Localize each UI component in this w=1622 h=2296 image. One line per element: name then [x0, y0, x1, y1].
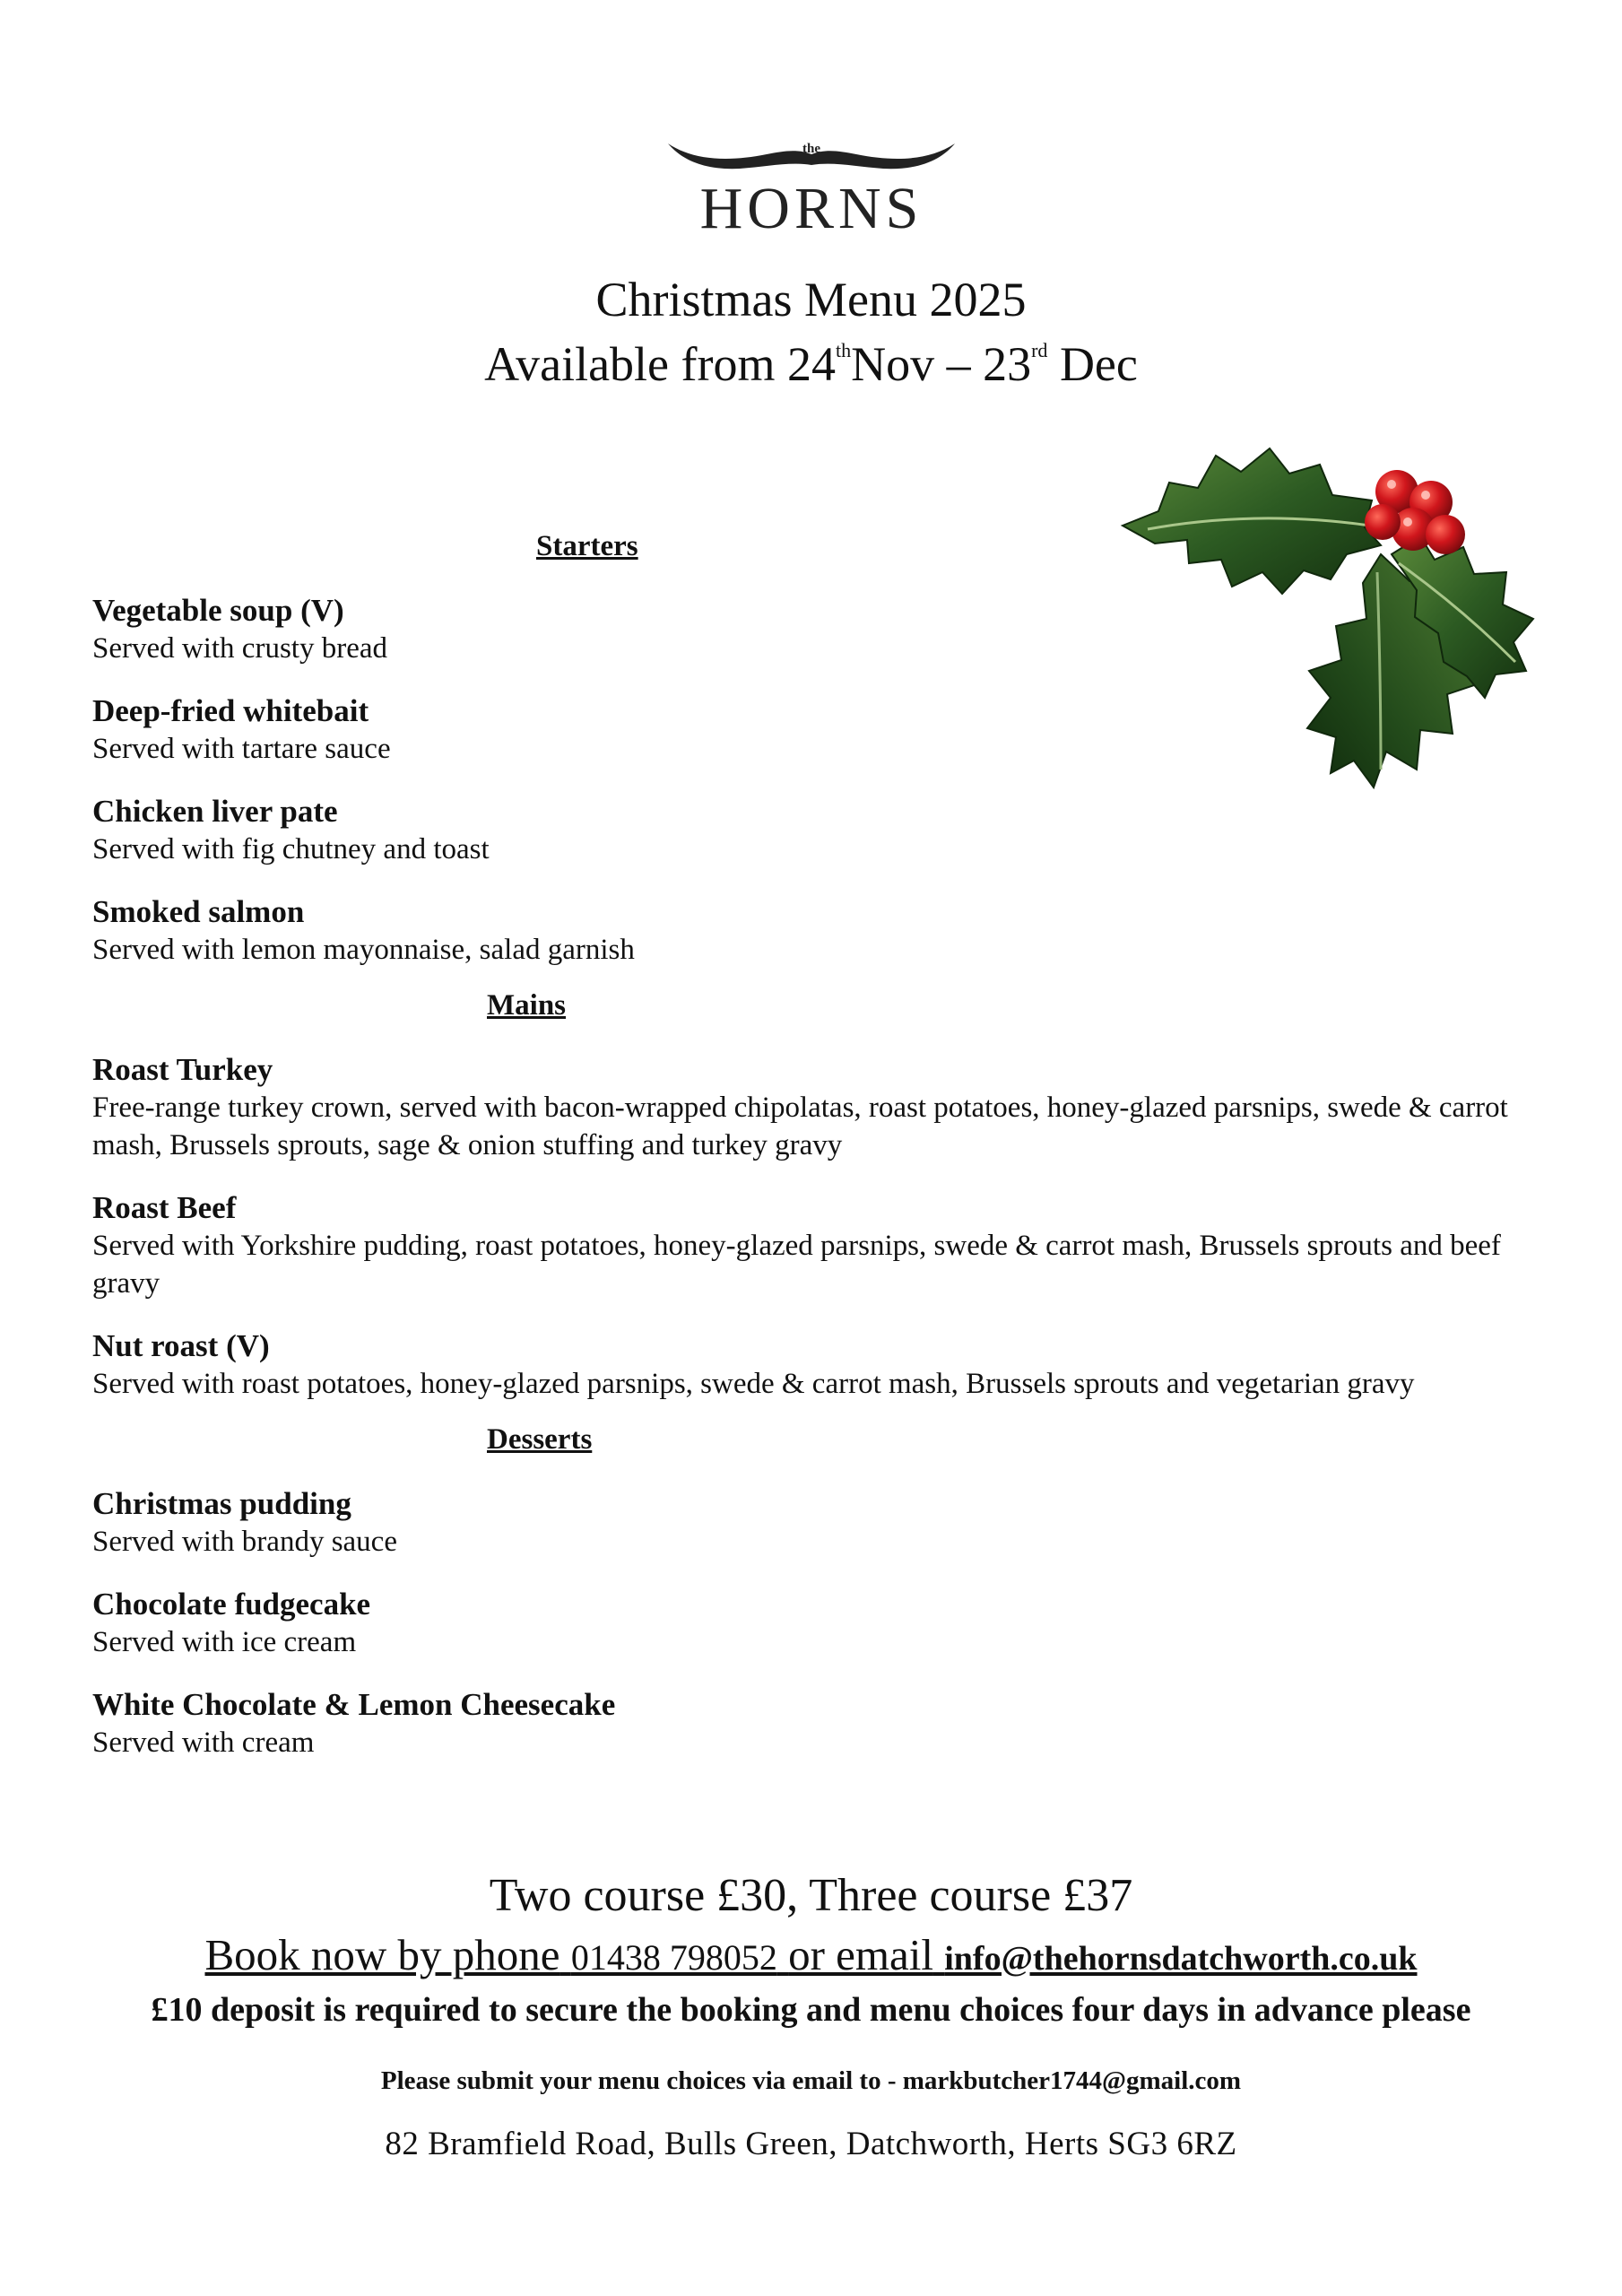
booking-email-link[interactable]: info@thehornsdatchworth.co.uk: [944, 1940, 1418, 1978]
menu-heading: [0, 267, 1622, 396]
dish-item: [92, 1189, 1545, 1302]
address: 82 Bramfield Road, Bulls Green, Datchworth, Herts SG3 6RZ: [385, 2126, 1237, 2162]
desserts-section: [92, 1421, 1545, 1761]
booking-prefix: Book now by phone: [204, 1930, 560, 1979]
dish-item: [92, 1327, 1545, 1403]
horns-moustache-icon: [650, 135, 973, 239]
dish-item: [92, 1485, 1545, 1561]
price-line: Two course £30, Three course £37: [489, 1870, 1133, 1921]
dish-description: Served with roast potatoes, honey-glazed parsnips, swede & carrot mash, Brussels sprouts and vegetarian gravy: [92, 1368, 1415, 1400]
dish-description: Served with brandy sauce: [92, 1526, 397, 1558]
dish-description: Served with Yorkshire pudding, roast potatoes, honey-glazed parsnips, swede & carrot mash, Brussels sprouts and beef gravy: [92, 1230, 1501, 1300]
logo: [0, 135, 1622, 239]
dish-name: Roast Turkey: [92, 1052, 273, 1087]
dish-description: Served with cream: [92, 1726, 315, 1759]
dish-item: [92, 793, 1545, 868]
end-date-suffix: rd: [1031, 339, 1048, 361]
logo-name-text: HORNS: [699, 176, 923, 239]
dish-item: [92, 1686, 1545, 1761]
dish-name: Chicken liver pate: [92, 794, 338, 829]
dish-name: Christmas pudding: [92, 1486, 351, 1521]
dish-name: Vegetable soup (V): [92, 593, 344, 628]
availability-middle: Nov – 23: [851, 337, 1032, 391]
dish-description: Served with ice cream: [92, 1626, 357, 1658]
dish-item: [92, 692, 1545, 768]
menu-title: Christmas Menu 2025: [595, 273, 1027, 326]
availability-prefix: Available from 24: [484, 337, 836, 391]
dish-name: Nut roast (V): [92, 1328, 270, 1363]
dish-name: Smoked salmon: [92, 894, 305, 929]
dish-name: Roast Beef: [92, 1190, 237, 1225]
booking-or: or email: [788, 1930, 933, 1979]
section-title-mains: Mains: [487, 989, 567, 1022]
deposit-note: £10 deposit is required to secure the booking and menu choices four days in advance please: [151, 1991, 1471, 2029]
section-title-desserts: Desserts: [487, 1423, 593, 1456]
starters-section: [92, 527, 1545, 969]
dish-name: Deep-fried whitebait: [92, 693, 369, 728]
logo-small-text: the: [802, 142, 820, 156]
submit-choices-note: Please submit your menu choices via email to - markbutcher1744@gmail.com: [380, 2066, 1242, 2095]
booking-footer: [0, 1866, 1622, 2167]
dish-description: Served with fig chutney and toast: [92, 833, 490, 865]
dish-name: Chocolate fudgecake: [92, 1587, 371, 1622]
dish-item: [92, 1586, 1545, 1661]
dish-item: [92, 893, 1545, 969]
menu-body: [92, 527, 1545, 1761]
start-date-suffix: th: [835, 339, 852, 361]
section-title-starters: Starters: [536, 530, 638, 562]
dish-description: Served with tartare sauce: [92, 733, 391, 765]
mains-section: [92, 987, 1545, 1403]
dish-description: Served with crusty bread: [92, 632, 387, 665]
dish-description: Served with lemon mayonnaise, salad garnish: [92, 934, 635, 966]
dish-name: White Chocolate & Lemon Cheesecake: [92, 1687, 616, 1722]
phone-number[interactable]: 01438 798052: [570, 1937, 777, 1978]
availability-line: [0, 332, 1622, 396]
booking-line: [0, 1926, 1622, 1987]
availability-end: Dec: [1059, 337, 1138, 391]
dish-description: Free-range turkey crown, served with bacon-wrapped chipolatas, roast potatoes, honey-glazed parsnips, swede & carrot mash, Brussels sprouts, sage & onion stuffing and turkey gravy: [92, 1091, 1508, 1161]
dish-item: [92, 592, 1545, 667]
dish-item: [92, 1051, 1545, 1164]
